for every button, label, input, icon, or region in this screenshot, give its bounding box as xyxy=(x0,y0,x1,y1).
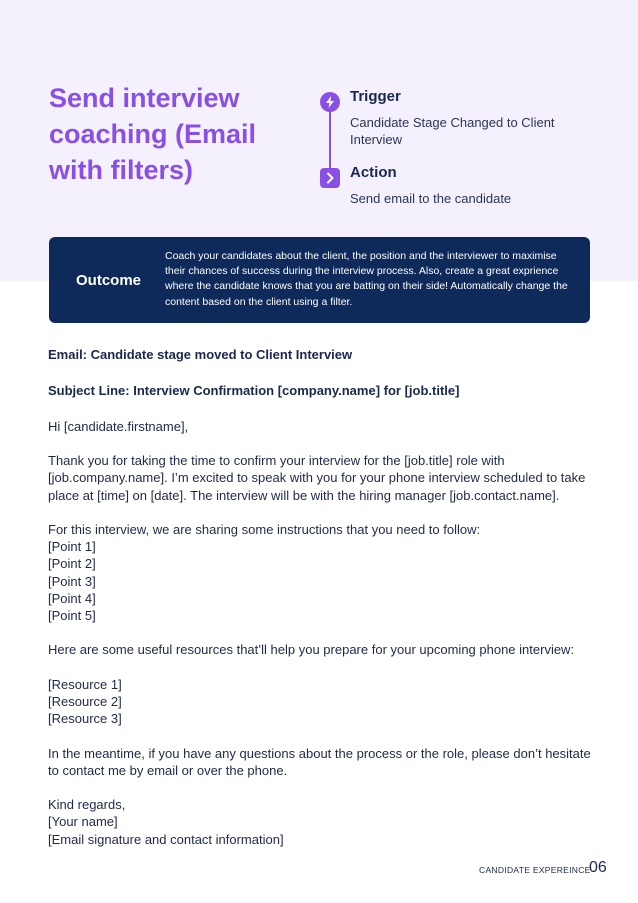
list-item: [Resource 3] xyxy=(48,711,122,727)
outcome-label: Outcome xyxy=(76,272,142,289)
chevron-right-icon xyxy=(320,168,340,188)
trigger-heading: Trigger xyxy=(350,88,401,105)
action-heading: Action xyxy=(350,164,397,181)
list-item: [Point 5] xyxy=(48,607,96,623)
email-subject: Subject Line: Interview Confirmation [company.name] for [job.title] xyxy=(48,383,460,399)
footer-section-label: CANDIDATE EXPEREINCE xyxy=(479,865,591,875)
list-item: [Point 1] xyxy=(48,539,96,555)
email-signature: [Email signature and contact information] xyxy=(48,831,284,847)
list-item: [Point 2] xyxy=(48,556,96,572)
list-item: [Point 3] xyxy=(48,573,96,589)
list-item: [Resource 1] xyxy=(48,676,122,692)
email-name: [Your name] xyxy=(48,814,118,830)
email-resources-intro: Here are some useful resources that’ll help you prepare for your upcoming phone interview: xyxy=(48,642,575,658)
email-signoff: Kind regards, xyxy=(48,797,126,813)
email-closing: In the meantime, if you have any questions about the process or the role, please don’t hesitate to contact me by email or over the phone. xyxy=(48,745,591,778)
lightning-icon xyxy=(320,92,340,112)
action-description: Send email to the candidate xyxy=(350,191,512,206)
outcome-box xyxy=(49,237,590,323)
list-item: [Point 4] xyxy=(48,590,96,606)
email-greeting: Hi [candidate.firstname], xyxy=(48,418,189,434)
page-number: 06 xyxy=(589,859,607,876)
outcome-text: Coach your candidates about the client, the position and the interviewer to maximise their chances of success during the interview process. Also, create a great exprience where the candidate knows that you are batting on their side! Automatically change the content based on the client using a filter. xyxy=(165,250,568,308)
page-title: Send interview coaching (Email with filters) xyxy=(49,83,257,185)
email-heading: Email: Candidate stage moved to Client Interview xyxy=(48,347,353,362)
list-item: [Resource 2] xyxy=(48,693,122,709)
email-intro: Thank you for taking the time to confirm your interview for the [job.title] role with [job.company.name]. I’m excited to speak with you for your phone interview scheduled to take place at [time] on [date]. The interview will be with the hiring manager [job.contact.name]. xyxy=(48,453,586,503)
email-instructions-intro: For this interview, we are sharing some instructions that you need to follow: xyxy=(48,521,481,537)
trigger-description: Candidate Stage Changed to Client Interview xyxy=(350,115,555,147)
email-template xyxy=(48,346,593,848)
